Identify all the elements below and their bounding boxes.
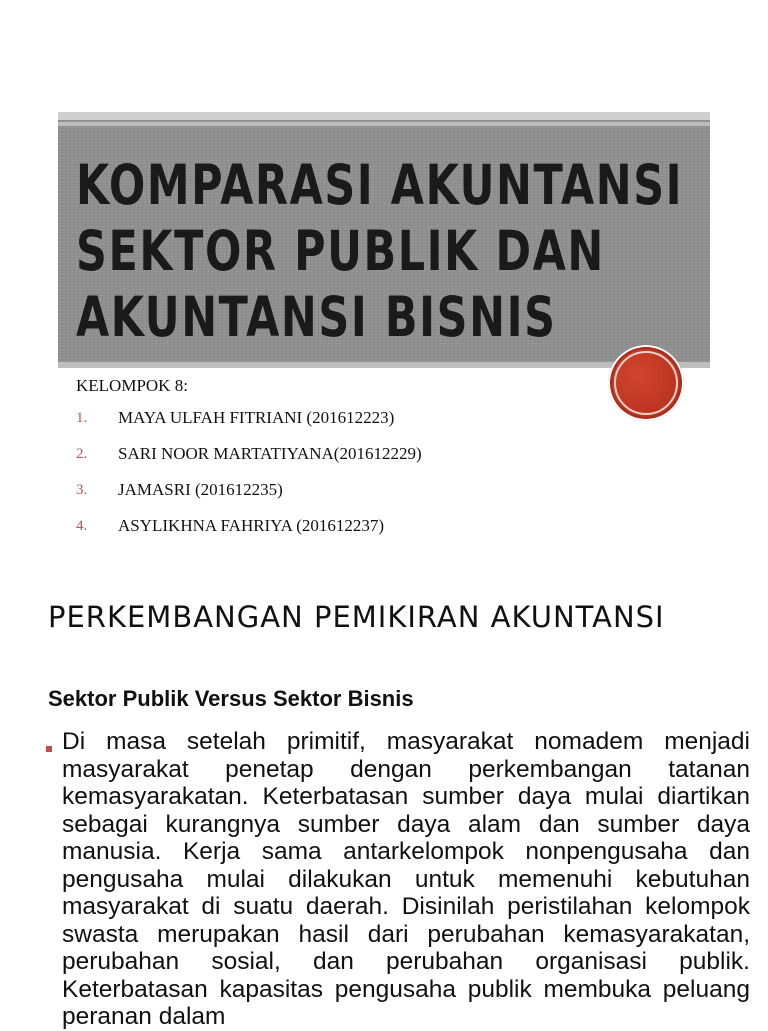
member-name: ASYLIKHNA FAHRIYA (201612237) [118, 516, 385, 535]
section-subtitle: Sektor Publik Versus Sektor Bisnis [48, 686, 414, 711]
banner-stripe [58, 112, 710, 120]
bullet-icon [46, 746, 58, 758]
group-label: KELOMPOK 8: [76, 376, 188, 395]
list-number: 1. [76, 410, 88, 426]
content-slide [0, 560, 768, 1030]
member-name: JAMASRI (201612235) [118, 480, 283, 499]
decorative-circle-icon [608, 345, 684, 421]
banner-stripe [58, 122, 710, 126]
member-name: MAYA ULFAH FITRIANI (201612223) [118, 408, 395, 427]
list-number: 4. [76, 518, 88, 534]
section-title: PERKEMBANGAN PEMIKIRAN AKUNTANSI [48, 600, 665, 634]
slide-title: KOMPARASI AKUNTANSI SEKTOR PUBLIK DAN AKUNTANSI BISNIS [76, 153, 684, 349]
member-name: SARI NOOR MARTATIYANA(201612229) [118, 444, 422, 463]
body-paragraph: Di masa setelah primitif, masyarakat nomadem menjadi masyarakat penetap dengan perkembangan tatanan kemasyarakatan. Keterbatasan sumber daya mulai diartikan sebagai kurangnya sumber daya alam dan sumber daya manusia. Kerja sama antarkelompok nonpengusaha dan pengusaha mulai dilakukan untuk memenuhi kebutuhan masyarakat di suatu daerah. Disinilah peristilahan kelompok swasta merupakan hasil dari perubahan kemasyarakatan, perubahan sosial, dan perubahan organisasi publik. Keterbatasan kapasitas pengusaha publik membuka peluang peranan dalam [62, 728, 750, 1030]
list-number: 3. [76, 482, 88, 498]
list-number: 2. [76, 446, 88, 462]
